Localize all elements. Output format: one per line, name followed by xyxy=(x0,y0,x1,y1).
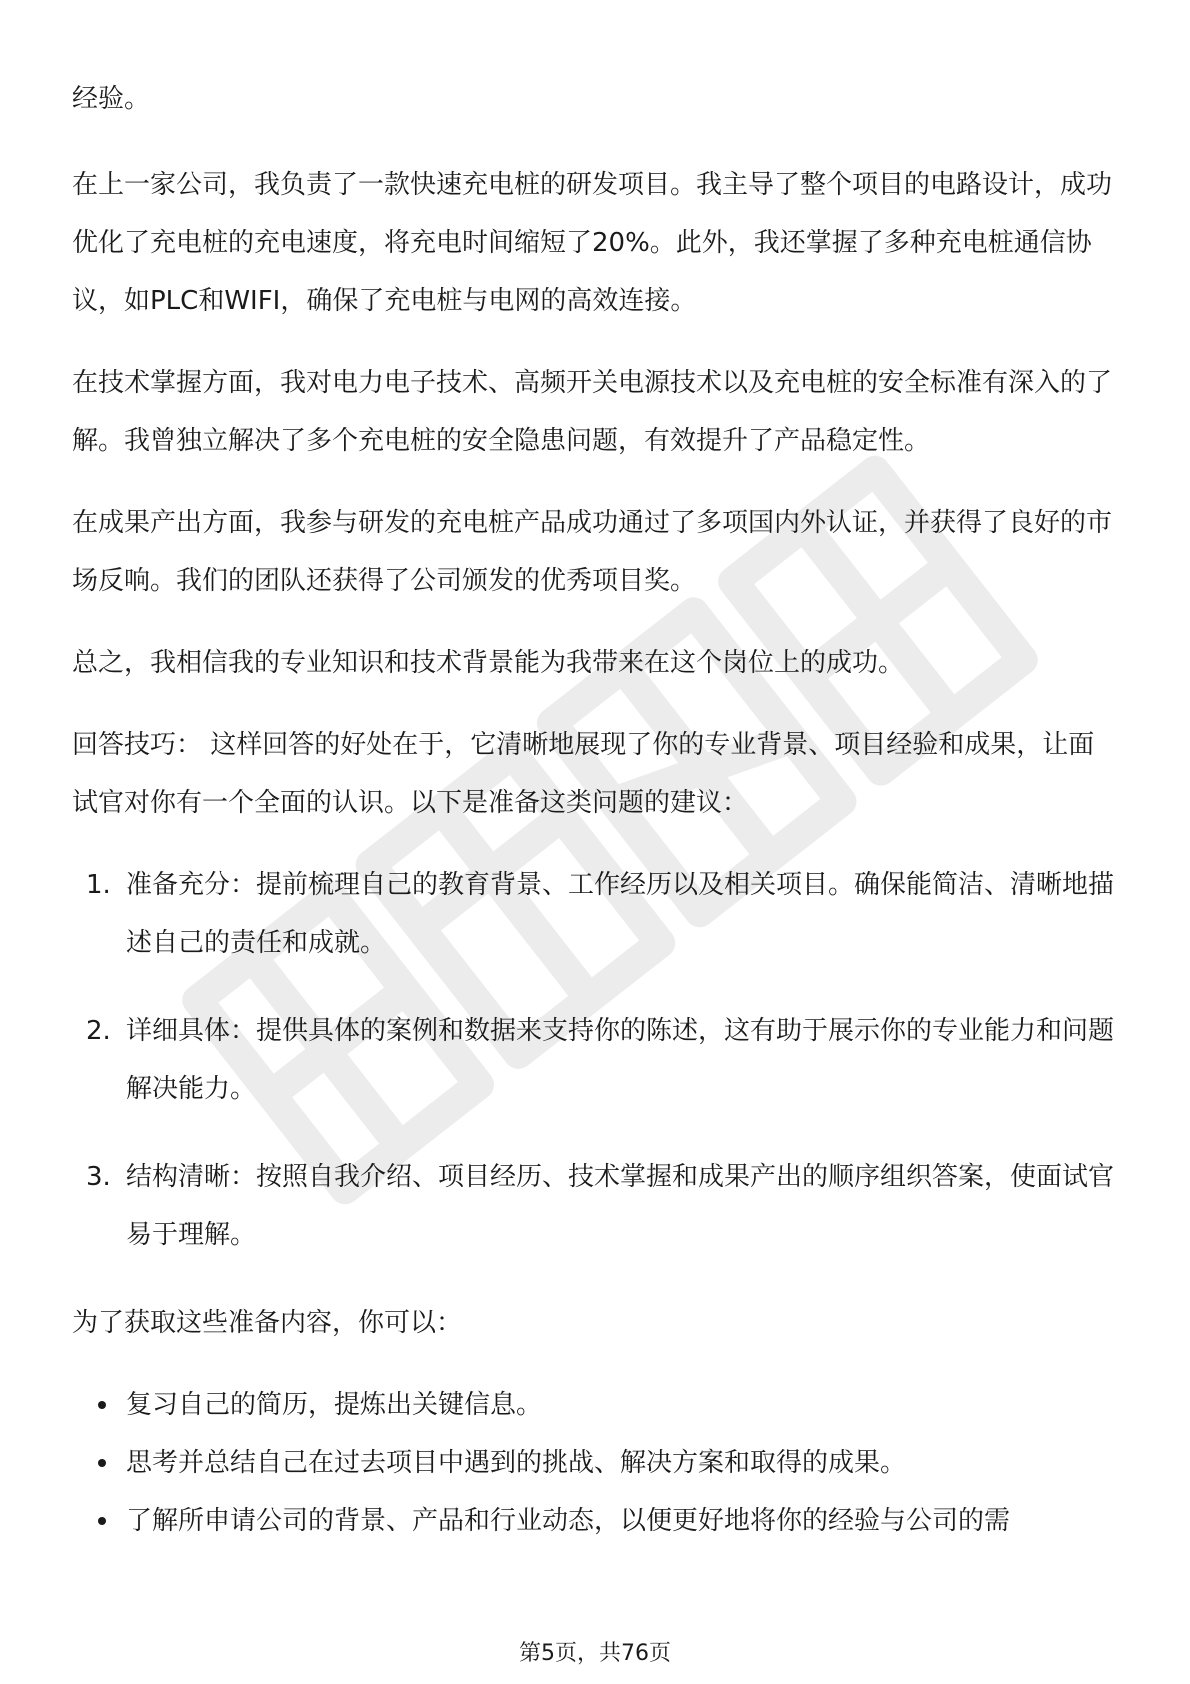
paragraph-technical-skills: 在技术掌握方面，我对电力电子技术、高频开关电源技术以及充电桩的安全标准有深入的了解。我曾独立解决了多个充电桩的安全隐患问题，有效提升了产品稳定性。 xyxy=(72,368,1113,456)
paragraph-continuation: 经验。 xyxy=(72,84,151,114)
list-item-text: 结构清晰：按照自我介绍、项目经历、技术掌握和成果产出的顺序组织答案，使面试官易于理解。 xyxy=(126,1162,1115,1250)
list-number: 1. xyxy=(86,870,111,900)
tips-list xyxy=(72,856,1118,1264)
list-item-text: 复习自己的简历，提炼出关键信息。 xyxy=(126,1390,543,1420)
paragraph-answer-tips: 回答技巧： 这样回答的好处在于，它清晰地展现了你的专业背景、项目经验和成果，让面试官对你有一个全面的认识。以下是准备这类问题的建议： xyxy=(72,730,1095,818)
paragraph-conclusion: 总之，我相信我的专业知识和技术背景能为我带来在这个岗位上的成功。 xyxy=(72,648,905,678)
list-item xyxy=(72,1434,1118,1492)
list-item xyxy=(72,1376,1118,1434)
bullet-icon xyxy=(98,1517,106,1525)
bullet-icon xyxy=(98,1459,106,1467)
list-item-text: 思考并总结自己在过去项目中遇到的挑战、解决方案和取得的成果。 xyxy=(126,1448,907,1478)
paragraph-prep-intro: 为了获取这些准备内容，你可以： xyxy=(72,1308,463,1338)
paragraph-project-experience: 在上一家公司，我负责了一款快速充电桩的研发项目。我主导了整个项目的电路设计，成功优化了充电桩的充电速度，将充电时间缩短了20%。此外，我还掌握了多种充电桩通信协议，如PLC和WIFI，确保了充电桩与电网的高效连接。 xyxy=(72,170,1113,316)
list-item-text: 详细具体：提供具体的案例和数据来支持你的陈述，这有助于展示你的专业能力和问题解决能力。 xyxy=(126,1016,1115,1104)
list-item xyxy=(72,856,1118,972)
list-item-text: 准备充分：提前梳理自己的教育背景、工作经历以及相关项目。确保能简洁、清晰地描述自己的责任和成就。 xyxy=(126,870,1115,958)
list-item xyxy=(72,1002,1118,1118)
bullet-icon xyxy=(98,1401,106,1409)
page-number: 第5页，共76页 xyxy=(519,1641,671,1666)
list-item-text: 了解所申请公司的背景、产品和行业动态，以便更好地将你的经验与公司的需 xyxy=(126,1506,1011,1536)
list-item xyxy=(72,1492,1118,1550)
paragraph-achievements: 在成果产出方面，我参与研发的充电桩产品成功通过了多项国内外认证，并获得了良好的市场反响。我们的团队还获得了公司颁发的优秀项目奖。 xyxy=(72,508,1113,596)
list-number: 3. xyxy=(86,1162,111,1192)
main-content xyxy=(72,70,1118,1550)
list-number: 2. xyxy=(86,1016,111,1046)
todo-list xyxy=(72,1376,1118,1550)
list-item xyxy=(72,1148,1118,1264)
